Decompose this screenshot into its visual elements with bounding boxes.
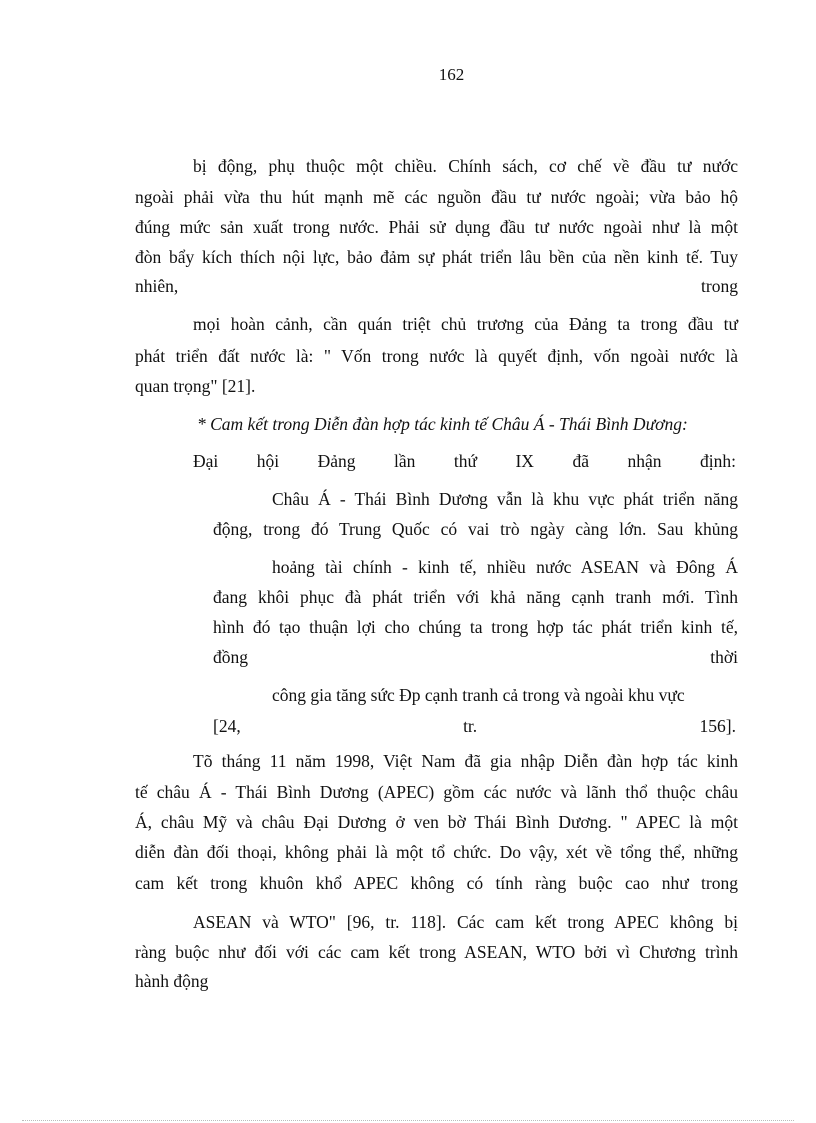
text-line bbox=[213, 646, 738, 668]
text-word: IX bbox=[515, 451, 534, 471]
text-word: Đảng bbox=[317, 451, 356, 471]
text-word: trong bbox=[701, 276, 738, 296]
text-line: ASEAN và WTO" [96, tr. 118]. Các cam kết trong APEC không bị bbox=[193, 912, 738, 932]
text-line bbox=[193, 450, 736, 472]
text-line: Á, châu Mỹ và châu Đại Dương ở ven bờ Thái Bình Dương. " APEC là một bbox=[135, 812, 738, 832]
text-line: diễn đàn đối thoại, không phải là một tổ chức. Do vậy, xét về tổng thể, những bbox=[135, 842, 738, 862]
text-line: ngoài phải vừa thu hút mạnh mẽ các nguồn đầu tư nước ngoài; vừa bảo hộ bbox=[135, 187, 738, 207]
text-word: 156]. bbox=[699, 716, 736, 736]
text-word: hội bbox=[256, 451, 280, 471]
page-number: 162 bbox=[438, 65, 465, 84]
text-word: tr. bbox=[463, 716, 478, 736]
text-word: định: bbox=[699, 451, 736, 471]
text-word: đã bbox=[572, 451, 589, 471]
text-line bbox=[135, 275, 738, 297]
text-word: Đại bbox=[193, 451, 219, 471]
text-line: ràng buộc như đối với các cam kết trong ASEAN, WTO bởi vì Chương trình bbox=[135, 942, 738, 962]
text-line: cam kết trong khuôn khổ APEC không có tính ràng buộc cao như trong bbox=[135, 873, 738, 893]
text-word: nhiên, bbox=[135, 276, 179, 296]
text-line: quan trọng" [21]. bbox=[135, 376, 256, 396]
text-line: mọi hoàn cảnh, cần quán triệt chủ trương của Đảng ta trong đầu tư bbox=[193, 314, 738, 334]
text-word: nhận bbox=[627, 451, 662, 471]
text-word: [24, bbox=[213, 716, 241, 736]
text-line: đòn bẩy kích thích nội lực, bảo đảm sự phát triển lâu bền của nền kinh tế. Tuy bbox=[135, 247, 738, 267]
text-line: hoảng tài chính - kinh tế, nhiều nước ASEAN và Đông Á bbox=[272, 557, 738, 577]
text-line: hành động bbox=[135, 971, 209, 991]
text-word: thời bbox=[710, 647, 738, 667]
text-line: hình đó tạo thuận lợi cho chúng ta trong hợp tác phát triển kinh tế, bbox=[213, 617, 738, 637]
text-line: * Cam kết trong Diễn đàn hợp tác kinh tế Châu Á - Thái Bình Dương: bbox=[197, 414, 688, 434]
text-line: phát triển đất nước là: " Vốn trong nước là quyết định, vốn ngoài nước là bbox=[135, 346, 738, 366]
text-line bbox=[213, 715, 736, 737]
text-word: đồng bbox=[213, 647, 248, 667]
text-word: thứ bbox=[453, 451, 477, 471]
text-line: tế châu Á - Thái Bình Dương (APEC) gồm các nước và lãnh thổ thuộc châu bbox=[135, 782, 738, 802]
text-line: đang khôi phục đà phát triển với khả năng cạnh tranh mới. Tình bbox=[213, 587, 738, 607]
text-word: lần bbox=[394, 451, 416, 471]
text-line: Tõ tháng 11 năm 1998, Việt Nam đã gia nhập Diễn đàn hợp tác kinh bbox=[193, 751, 738, 771]
text-line: động, trong đó Trung Quốc có vai trò ngày càng lớn. Sau khủng bbox=[213, 519, 738, 539]
text-line: công gia tăng sức Đp cạnh tranh cả trong và ngoài khu vực bbox=[272, 685, 685, 705]
text-line: Châu Á - Thái Bình Dương vẫn là khu vực phát triển năng bbox=[272, 489, 738, 509]
text-line: đúng mức sản xuất trong nước. Phải sử dụng đầu tư nước ngoài như là một bbox=[135, 217, 738, 237]
footer-divider bbox=[22, 1120, 794, 1121]
text-line: bị động, phụ thuộc một chiều. Chính sách, cơ chế về đầu tư nước bbox=[193, 156, 738, 176]
